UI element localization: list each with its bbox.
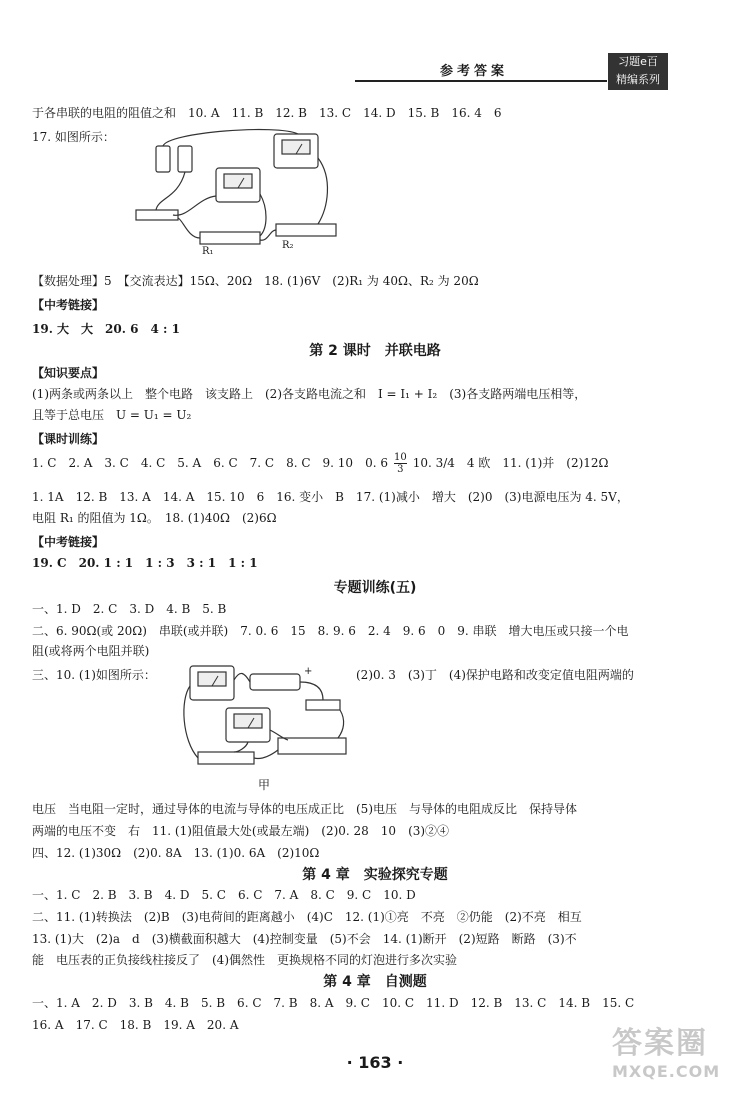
answer-line: 13. (1)大 (2)a d (3)横截面积越大 (4)控制变量 (5)不会 14. (1)断开 (2)短路 断路 (3)不 <box>32 932 577 946</box>
answer-line: 能 电压表的正负接线柱接反了 (4)偶然性 更换规格不同的灯泡进行多次实验 <box>32 953 458 967</box>
page-header-title: 参考答案 <box>440 64 509 79</box>
badge-line-2: 精编系列 <box>616 73 660 86</box>
answer-line: 于各串联的电阻的阻值之和 10. A 11. B 12. B 13. C 14. D 15. B 16. 4 6 <box>32 106 502 120</box>
figure-label: 甲 <box>258 778 271 792</box>
answer-line: 两端的电压不变 右 11. (1)阻值最大处(或最左端) (2)0. 28 10 (3)②④ <box>32 824 450 838</box>
battery-cell <box>156 146 170 172</box>
resistor-r2 <box>276 224 336 236</box>
fraction-denominator: 3 <box>394 463 407 475</box>
answer-line: 一、1. A 2. D 3. B 4. B 5. B 6. C 7. B 8. A 9. C 10. C 11. D 12. B 13. C 14. B 15. C <box>32 996 635 1010</box>
answer-line: 19. C 20. 1 : 1 1 : 3 3 : 1 1 : 1 <box>32 556 258 570</box>
answer-line <box>32 452 608 475</box>
fixed-resistor <box>198 752 254 764</box>
answer-line: 二、11. (1)转换法 (2)B (3)电荷间的距离越小 (4)C 12. (1)①亮 不亮 ②仍能 (2)不亮 相互 <box>32 910 582 924</box>
battery <box>250 674 300 690</box>
answer-line: 二、6. 90Ω(或 20Ω) 串联(或并联) 7. 0. 6 15 8. 9. 6 2. 4 9. 6 0 9. 串联 增大电压或只接一个电 <box>32 624 629 638</box>
section-title: 第 2 课时 并联电路 <box>309 343 441 359</box>
series-circuit-figure <box>128 128 338 263</box>
answer-line: 19. 大 大 20. 6 4 : 1 <box>32 322 180 336</box>
fraction-numerator: 10 <box>393 452 407 463</box>
rheostat <box>278 738 346 754</box>
resistor-r1 <box>200 232 260 244</box>
badge-line-1: 习题e百 <box>618 55 658 68</box>
answer-line: (1)两条或两条以上 整个电路 该支路上 (2)各支路电流之和 I = I₁ + I₂ (3)各支路两端电压相等， <box>32 387 587 401</box>
answer-line: 1. 1A 12. B 13. A 14. A 15. 10 6 16. 变小 B 17. (1)减小 增大 (2)0 (3)电源电压为 4. 5V， <box>32 490 629 504</box>
plus-sign: + <box>304 666 313 677</box>
r1-label: R₁ <box>202 246 214 257</box>
answer-line: 17. 如图所示： <box>32 130 115 144</box>
answer-line: 【数据处理】5 【交流表达】15Ω、20Ω 18. (1)6V (2)R₁ 为 40Ω、R₂ 为 20Ω <box>32 274 479 288</box>
header-rule <box>355 80 607 82</box>
switch <box>306 700 340 710</box>
watermark-line-1: 答案圈 <box>612 1026 708 1061</box>
subsection-heading: 【知识要点】 <box>32 366 105 380</box>
series-badge <box>608 53 668 90</box>
r2-label: R₂ <box>282 240 294 251</box>
section-title: 第 4 章 实验探究专题 <box>302 867 448 883</box>
answer-line: 且等于总电压 U = U₁ = U₂ <box>32 408 192 422</box>
switch <box>136 210 178 220</box>
answer-line: 一、1. D 2. C 3. D 4. B 5. B <box>32 602 227 616</box>
section-title: 专题训练(五) <box>333 580 417 596</box>
answer-text: 1. C 2. A 3. C 4. C 5. A 6. C 7. C 8. C 9. 10 0. 6 <box>32 456 388 470</box>
watermark-line-2: MXQE.COM <box>612 1062 721 1081</box>
watermark-logo <box>612 1018 744 1088</box>
experiment-circuit-figure <box>178 660 350 778</box>
answer-line: 电压 当电阻一定时，通过导体的电流与导体的电压成正比 (5)电压 与导体的电阻成反比 保持导体 <box>32 802 578 816</box>
fraction <box>394 452 407 475</box>
subsection-heading: 【中考链接】 <box>32 535 105 549</box>
answer-line: 四、12. (1)30Ω (2)0. 8A 13. (1)0. 6A (2)10Ω <box>32 846 320 860</box>
subsection-heading: 【课时训练】 <box>32 432 105 446</box>
answer-line: 阻(或将两个电阻并联) <box>32 644 150 658</box>
answer-line: 一、1. C 2. B 3. B 4. D 5. C 6. C 7. A 8. C 9. C 10. D <box>32 888 416 902</box>
section-title: 第 4 章 自测题 <box>323 974 427 990</box>
answer-line: 三、10. (1)如图所示： <box>32 668 156 682</box>
answer-line: 电阻 R₁ 的阻值为 1Ω。 18. (1)40Ω (2)6Ω <box>32 511 277 525</box>
answer-line: (2)0. 3 (3)丁 (4)保护电路和改变定值电阻两端的 <box>356 668 634 682</box>
subsection-heading: 【中考链接】 <box>32 298 105 312</box>
battery-cell <box>178 146 192 172</box>
answer-line: 16. A 17. C 18. B 19. A 20. A <box>32 1018 239 1032</box>
answer-text: 10. 3/4 4 欧 11. (1)并 (2)12Ω <box>412 456 609 470</box>
page-number: · 163 · <box>346 1053 404 1072</box>
